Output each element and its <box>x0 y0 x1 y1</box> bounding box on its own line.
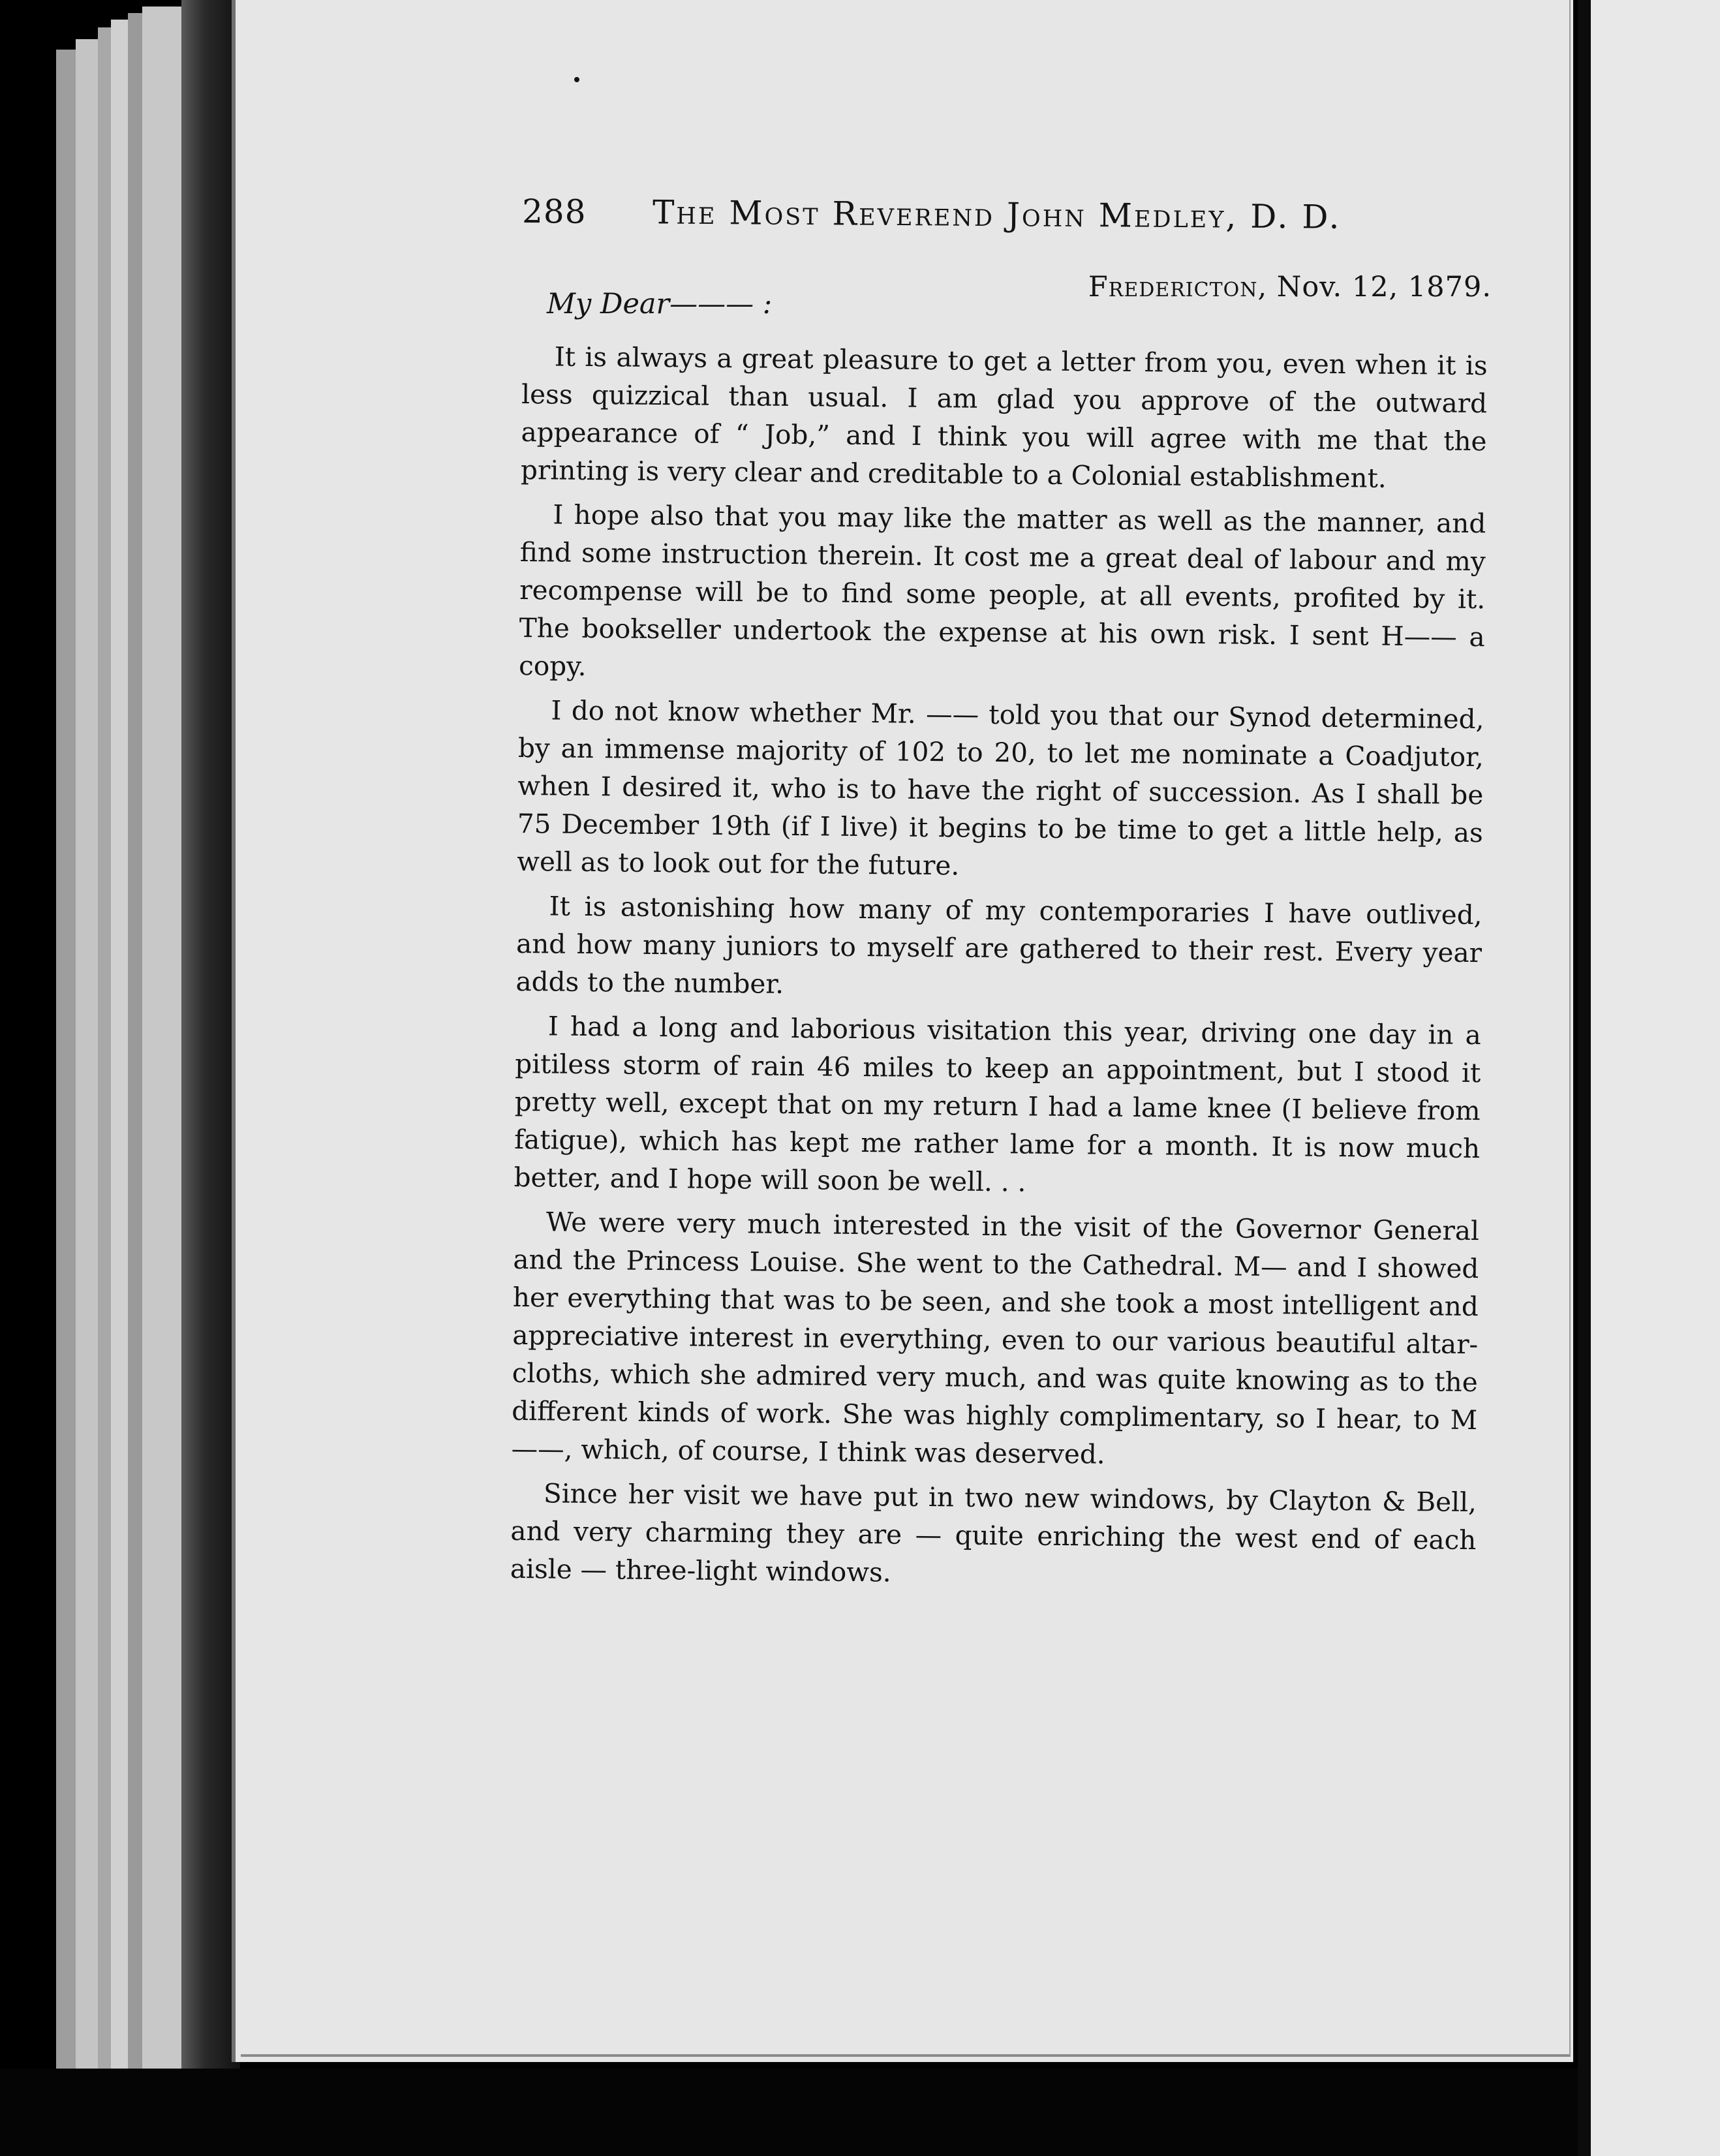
paragraph: Since her visit we have put in two new windows, by Clayton & Bell, and very charming they are — quite enriching the west end of each aisle — three-light windows. <box>510 1477 1477 1588</box>
scan-margin <box>0 2069 1578 2156</box>
page-content <box>510 192 1492 1594</box>
paragraph: I had a long and laborious visitation this year, driving one day in a pitiless storm of rain 46 miles to keep an appointment, but I stood it pretty well, except that on my return I had a lame knee (I believe from fatigue), which has kept me rather lame for a month. It is now much better, and I hope will soon be well. . . <box>514 1010 1482 1198</box>
paragraph: I do not know whether Mr. —— told you that our Synod determined, by an immense majority of 102 to 20, to let me nominate a Coadjutor, when I desired it, who is to have the right of succession. As I shall be 75 December 19th (if I live) it begins to be time to get a little help, as well as to look out for the future. <box>517 694 1484 882</box>
paragraph: It is astonishing how many of my contemporaries I have outlived, and how many juniors to myself are gathered to their rest. Every year adds to the number. <box>515 890 1482 1000</box>
salutation: My Dear——— : <box>547 288 773 320</box>
running-head <box>522 192 1488 251</box>
dateline-date: Nov. 12, 1879. <box>1276 271 1492 303</box>
running-title: The Most Reverend John Medley, D. D. <box>652 193 1342 236</box>
scan-speck <box>574 77 579 82</box>
page-number: 288 <box>521 192 587 231</box>
facing-page-edge <box>1578 0 1720 2156</box>
dateline: Fredericton, Nov. 12, 1879. <box>1088 271 1492 303</box>
letter-heading <box>522 267 1492 326</box>
paragraph: We were very much interested in the visit of the Governor General and the Princess Louise. She went to the Cathedral. M— and I showed her everything that was to be seen, and she took a most intelligent and appreciative interest in everything, even to our various beautiful altar-cloths, which she admired very much, and was quite knowing as to the different kinds of work. She was highly complimentary, so I hear, to M——, which, of course, I think was deserved. <box>511 1206 1480 1470</box>
dateline-place: Fredericton <box>1088 271 1258 303</box>
paragraph: It is always a great pleasure to get a letter from you, even when it is less quizzical than usual. I am glad you approve of the outward appearance of “ Job,” and I think you will agree with me that the printing is very clear and creditable to a Colonial establishment. <box>520 341 1488 494</box>
paragraph: I hope also that you may like the matter as well as the manner, and find some instruction therein. It cost me a great deal of labour and my recompense will be to find some people, at all events, profited by it. The bookseller undertook the expense at his own risk. I sent H—— a copy. <box>518 499 1486 682</box>
letter-body <box>510 337 1488 1597</box>
page-edge <box>142 7 181 2069</box>
